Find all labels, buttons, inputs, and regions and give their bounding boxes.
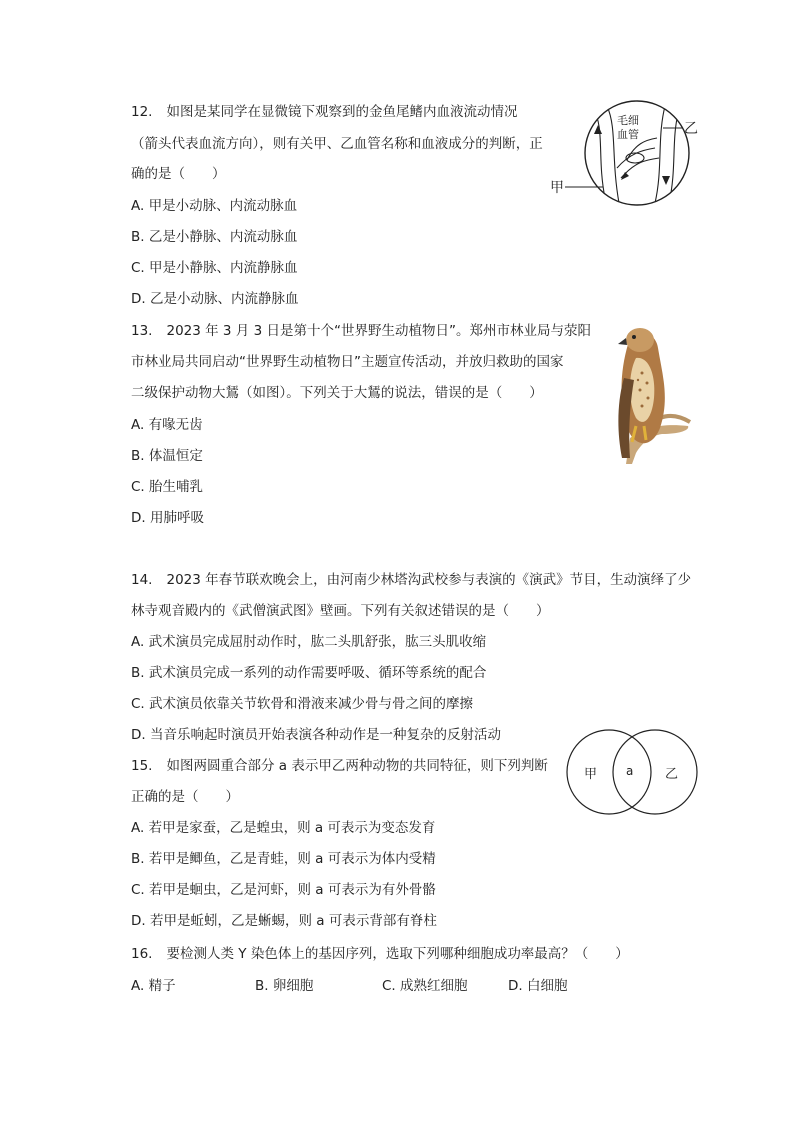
question-text-line: 二级保护动物大鵟（如图）。下列关于大鵟的说法，错误的是（ ） <box>131 385 543 401</box>
option-b[interactable]: B. 乙是小静脉、内流动脉血 <box>131 229 298 245</box>
question-text-line: 市林业局共同启动“世界野生动植物日”主题宣传活动，并放归救助的国家 <box>131 354 564 370</box>
option-d[interactable]: D. 用肺呼吸 <box>131 510 204 526</box>
option-a[interactable]: A. 有喙无齿 <box>131 417 203 433</box>
venn-right-label: 乙 <box>665 767 679 782</box>
option-b[interactable]: B. 体温恒定 <box>131 448 203 464</box>
question-text-line: 确的是（ ） <box>131 166 226 182</box>
question-number: 16. <box>131 946 153 962</box>
option-a[interactable]: A. 甲是小动脉、内流动脉血 <box>131 198 298 214</box>
option-c[interactable]: C. 甲是小静脉、内流静脉血 <box>131 260 298 276</box>
option-d[interactable]: D. 若甲是蚯蚓，乙是蜥蜴，则 a 可表示背部有脊柱 <box>131 913 437 929</box>
option-c[interactable]: C. 胎生哺乳 <box>131 479 204 495</box>
question-number: 13. <box>131 323 153 339</box>
option-b[interactable]: B. 卵细胞 <box>255 978 314 994</box>
question-text-line: 正确的是（ ） <box>131 789 239 805</box>
question-text-line: 2023 年春节联欢晚会上，由河南少林塔沟武校参与表演的《演武》节目，生动演绎了少 <box>166 572 692 588</box>
option-c[interactable]: C. 成熟红细胞 <box>382 978 468 994</box>
question-number: 15. <box>131 758 153 774</box>
question-number: 12. <box>131 104 153 120</box>
option-d[interactable]: D. 乙是小动脉、内流静脉血 <box>131 291 299 307</box>
question-text-line: 2023 年 3 月 3 日是第十个“世界野生动植物日”。郑州市林业局与荥阳 <box>166 323 591 339</box>
question-text-line: 要检测人类 Y 染色体上的基因序列，选取下列哪种细胞成功率最高？（ ） <box>166 946 629 962</box>
label-jia: 甲 <box>550 180 564 196</box>
question-number: 14. <box>131 572 153 588</box>
option-b[interactable]: B. 武术演员完成一系列的动作需要呼吸、循环等系统的配合 <box>131 665 487 681</box>
label-yi: 乙 <box>684 121 698 137</box>
venn-left-label: 甲 <box>584 767 598 782</box>
venn-middle-label: a <box>626 764 634 778</box>
option-a[interactable]: A. 精子 <box>131 978 176 994</box>
capillary-label-2: 血管 <box>617 128 639 141</box>
option-a[interactable]: A. 若甲是家蚕，乙是蝗虫，则 a 可表示为变态发育 <box>131 820 436 836</box>
buzzard-image <box>600 318 695 466</box>
question-text-line: 如图是某同学在显微镜下观察到的金鱼尾鳍内血液流动情况 <box>166 104 518 120</box>
question-text-line: 林寺观音殿内的《武僧演武图》壁画。下列有关叙述错误的是（ ） <box>131 603 550 619</box>
option-a[interactable]: A. 武术演员完成屈肘动作时，肱二头肌舒张，肱三头肌收缩 <box>131 634 487 650</box>
question-text-line: （箭头代表血流方向），则有关甲、乙血管名称和血液成分的判断，正 <box>131 136 543 152</box>
option-b[interactable]: B. 若甲是鲫鱼，乙是青蛙，则 a 可表示为体内受精 <box>131 851 436 867</box>
capillary-figure <box>545 98 705 208</box>
venn-diagram <box>562 727 702 817</box>
question-text-line: 如图两圆重合部分 a 表示甲乙两种动物的共同特征，则下列判断 <box>166 758 548 774</box>
option-d[interactable]: D. 当音乐响起时演员开始表演各种动作是一种复杂的反射活动 <box>131 727 501 743</box>
option-c[interactable]: C. 武术演员依靠关节软骨和滑液来减少骨与骨之间的摩擦 <box>131 696 474 712</box>
option-c[interactable]: C. 若甲是蛔虫，乙是河虾，则 a 可表示为有外骨骼 <box>131 882 436 898</box>
option-d[interactable]: D. 白细胞 <box>508 978 568 994</box>
capillary-label-1: 毛细 <box>617 114 639 127</box>
